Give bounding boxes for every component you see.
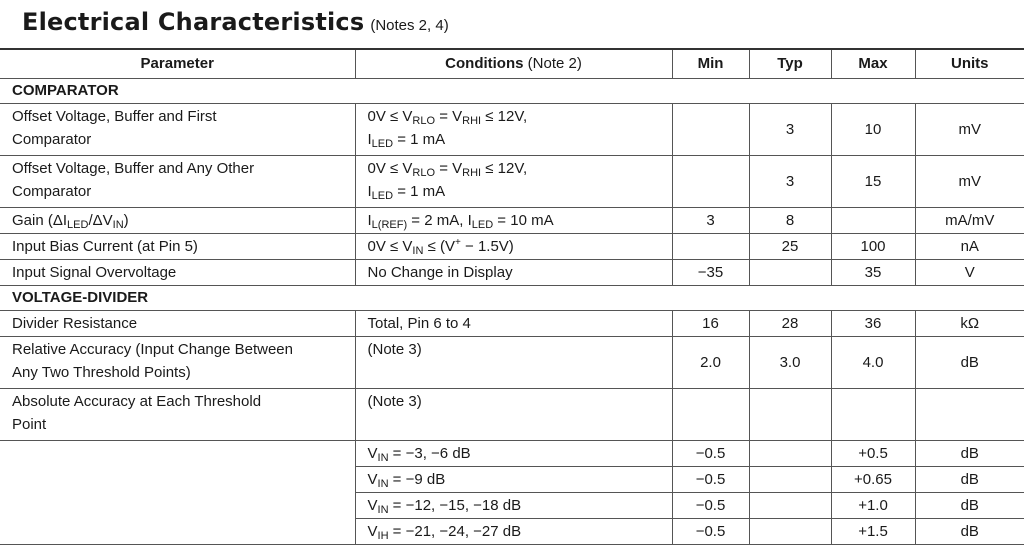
- cond-line: $I_{LED} = 1$ mA: [367, 183, 446, 203]
- min-cell: [672, 234, 749, 260]
- conditions-cell: [355, 156, 672, 208]
- units-cell: V: [915, 260, 1024, 286]
- section-row-comparator: [0, 79, 1024, 104]
- param-line: Comparator: [12, 131, 92, 149]
- conditions-cell: (Note 3): [355, 389, 672, 441]
- param-cell: [0, 156, 355, 208]
- table-row: [0, 208, 1024, 234]
- conditions-cell: No Change in Display: [355, 260, 672, 286]
- table-row: [0, 311, 1024, 337]
- conditions-cell: (Note 3): [355, 337, 672, 389]
- min-cell: −0.5: [672, 493, 749, 519]
- units-cell: dB: [915, 441, 1024, 467]
- typ-cell: 3.0: [749, 337, 831, 389]
- col-header-conditions-label: Conditions: [445, 55, 524, 73]
- param-cell: Input Signal Overvoltage: [0, 260, 355, 286]
- param-line: Point: [12, 416, 47, 434]
- max-cell: [831, 208, 915, 234]
- title-notes: (Notes 2, 4): [370, 17, 449, 34]
- col-header-parameter: Parameter: [0, 49, 355, 79]
- typ-cell: 3: [749, 104, 831, 156]
- table-row: [0, 234, 1024, 260]
- col-header-conditions-note: (Note 2): [527, 55, 582, 73]
- min-cell: −35: [672, 260, 749, 286]
- cond-line: $I_{LED} = 1$ mA: [367, 131, 446, 151]
- cond-line: $0V \le V_{RLO} = V_{RHI} \le 12V$,: [367, 108, 528, 127]
- max-cell: 36: [831, 311, 915, 337]
- max-cell: [831, 389, 915, 441]
- param-cell: [0, 337, 355, 389]
- max-cell: +0.5: [831, 441, 915, 467]
- units-cell: mA/mV: [915, 208, 1024, 234]
- units-cell: dB: [915, 493, 1024, 519]
- typ-cell: 25: [749, 234, 831, 260]
- min-cell: [672, 156, 749, 208]
- typ-cell: [749, 260, 831, 286]
- max-cell: +1.5: [831, 519, 915, 545]
- max-cell: 100: [831, 234, 915, 260]
- max-cell: 35: [831, 260, 915, 286]
- section-title: COMPARATOR: [0, 79, 1024, 104]
- conditions-cell: $V_{IN} = -12$, −15, −18 dB: [355, 493, 672, 519]
- conditions-cell: $V_{IN} = -9$ dB: [355, 467, 672, 493]
- section-title: VOLTAGE-DIVIDER: [0, 286, 1024, 311]
- param-cell: Gain $(\Delta I_{LED}/\Delta V_{IN})$: [0, 208, 355, 234]
- min-cell: 2.0: [672, 337, 749, 389]
- table-header-row: [0, 49, 1024, 79]
- conditions-cell: $I_{L(REF)} = 2$ mA, $I_{LED} = 10$ mA: [355, 208, 672, 234]
- page-title-row: [22, 8, 449, 46]
- conditions-cell: $V_{IN} = -3$, −6 dB: [355, 441, 672, 467]
- param-cell: Input Bias Current (at Pin 5): [0, 234, 355, 260]
- max-cell: +1.0: [831, 493, 915, 519]
- conditions-cell: $0V \le V_{IN} \le (V^+ - 1.5V)$: [355, 234, 672, 260]
- param-line: Absolute Accuracy at Each Threshold: [12, 393, 262, 410]
- units-cell: dB: [915, 519, 1024, 545]
- min-cell: [672, 389, 749, 441]
- param-line: Comparator: [12, 183, 92, 201]
- max-cell: 15: [831, 156, 915, 208]
- conditions-cell: $V_{IH} = -21$, −24, −27 dB: [355, 519, 672, 545]
- units-cell: mV: [915, 156, 1024, 208]
- param-cell: [0, 104, 355, 156]
- conditions-cell: Total, Pin 6 to 4: [355, 311, 672, 337]
- units-cell: dB: [915, 467, 1024, 493]
- col-header-conditions: [355, 49, 672, 79]
- min-cell: −0.5: [672, 519, 749, 545]
- table-row: [0, 389, 1024, 441]
- max-cell: 4.0: [831, 337, 915, 389]
- param-line: Relative Accuracy (Input Change Between: [12, 341, 293, 358]
- max-cell: 10: [831, 104, 915, 156]
- typ-cell: [749, 467, 831, 493]
- min-cell: 3: [672, 208, 749, 234]
- units-cell: kΩ: [915, 311, 1024, 337]
- electrical-characteristics-table: [0, 48, 1024, 545]
- col-header-max: Max: [831, 49, 915, 79]
- table-row: [0, 441, 1024, 467]
- units-cell: nA: [915, 234, 1024, 260]
- table-row: [0, 337, 1024, 389]
- min-cell: [672, 104, 749, 156]
- table-row: [0, 156, 1024, 208]
- typ-cell: 3: [749, 156, 831, 208]
- max-cell: +0.65: [831, 467, 915, 493]
- param-line: Offset Voltage, Buffer and Any Other: [12, 160, 255, 177]
- col-header-typ: Typ: [749, 49, 831, 79]
- param-line: Offset Voltage, Buffer and First: [12, 108, 217, 125]
- typ-cell: [749, 493, 831, 519]
- param-cell-empty: [0, 441, 355, 545]
- param-cell: [0, 389, 355, 441]
- min-cell: −0.5: [672, 467, 749, 493]
- param-line: Any Two Threshold Points): [12, 364, 191, 382]
- typ-cell: [749, 519, 831, 545]
- table-row: [0, 104, 1024, 156]
- section-row-voltage-divider: [0, 286, 1024, 311]
- units-cell: [915, 389, 1024, 441]
- table-row: [0, 260, 1024, 286]
- min-cell: −0.5: [672, 441, 749, 467]
- conditions-cell: [355, 104, 672, 156]
- units-cell: dB: [915, 337, 1024, 389]
- cond-line: $0V \le V_{RLO} = V_{RHI} \le 12V$,: [367, 160, 528, 179]
- typ-cell: [749, 389, 831, 441]
- units-cell: mV: [915, 104, 1024, 156]
- col-header-min: Min: [672, 49, 749, 79]
- typ-cell: [749, 441, 831, 467]
- page-title: Electrical Characteristics: [22, 8, 365, 36]
- param-cell: Divider Resistance: [0, 311, 355, 337]
- typ-cell: 8: [749, 208, 831, 234]
- typ-cell: 28: [749, 311, 831, 337]
- min-cell: 16: [672, 311, 749, 337]
- col-header-units: Units: [915, 49, 1024, 79]
